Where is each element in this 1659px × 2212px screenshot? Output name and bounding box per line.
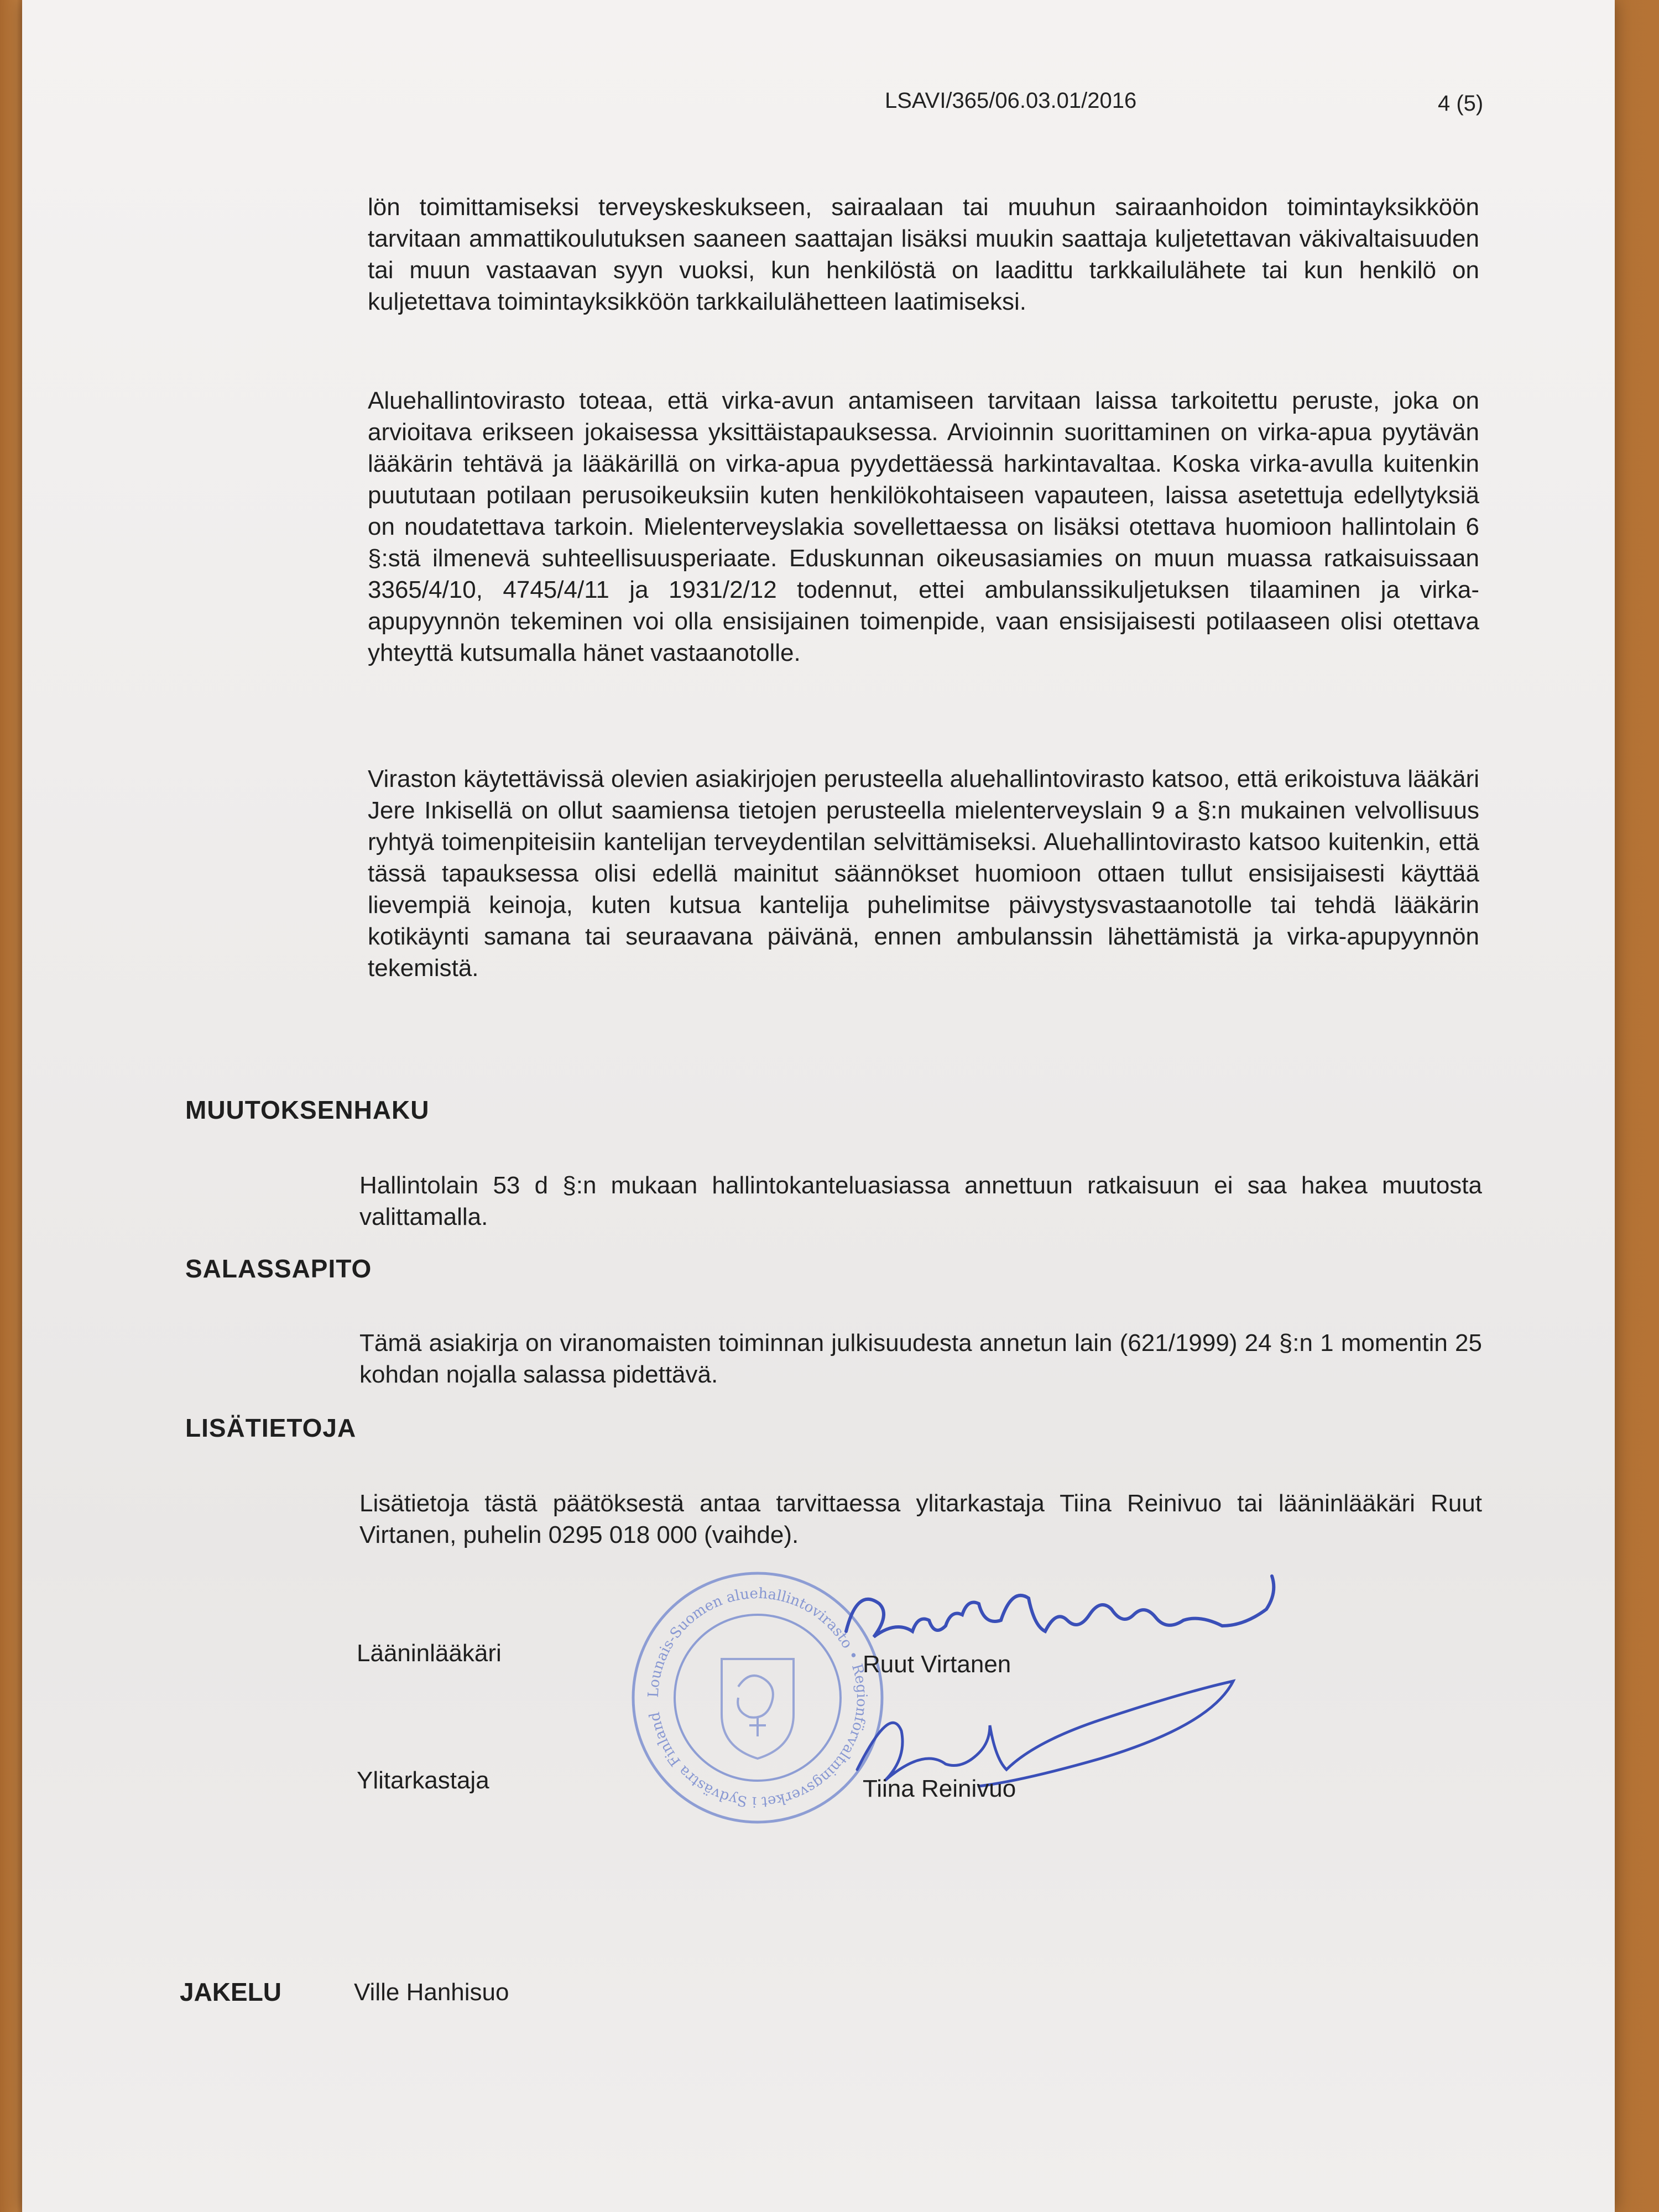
signer-name-1: Ruut Virtanen: [863, 1651, 1011, 1678]
stamp-text: Lounais-Suomen aluehallintovirasto • Regionförvaltningsverket i Sydvästra Finland: [645, 1585, 870, 1811]
document-reference: LSAVI/365/06.03.01/2016: [885, 88, 1137, 113]
signer-name-2: Tiina Reinivuo: [863, 1775, 1016, 1802]
document-page: [22, 0, 1615, 2212]
paragraph-1: lön toimittamiseksi terveyskeskukseen, sairaalaan tai muuhun sairaanhoidon toimintayksikköön tarvitaan ammattikoulutuksen saaneen saattajan lisäksi muukin saattaja kuljetettavan väkivaltaisuuden tai muun vastaavan syyn vuoksi, kun henkilöstä on laadittu tarkkailulähete tai kun henkilö on kuljetettava toimintayksikköön tarkkailulähetteen laatimiseksi.: [368, 194, 1479, 315]
signer-title-2: Ylitarkastaja: [357, 1767, 489, 1794]
section-text-salassapito: Tämä asiakirja on viranomaisten toiminnan julkisuudesta annetun lain (621/1999) 24 §:n 1 momentin 25 kohdan nojalla salassa pidettävä.: [359, 1329, 1482, 1388]
paragraph-3: Viraston käytettävissä olevien asiakirjojen perusteella aluehallintovirasto katsoo, että erikoistuva lääkäri Jere Inkisellä on ollut saamiensa tietojen perusteella mielenterveyslain 9 a §:n mukainen velvollisuus ryhtyä toimenpiteisiin kantelijan terveydentilan selvittämiseksi. Aluehallintovirasto katsoo kuitenkin, että tässä tapauksessa olisi edellä mainitut säännökset huomioon ottaen tullut ensisijaisesti käyttää lievempiä keinoja, kuten kutsua kantelija puhelimitse päivystysvastaanotolle tai tehdä lääkärin kotikäynti samana tai seuraavana päivänä, ennen ambulanssin lähettämistä ja virka-apupyynnön tekemistä.: [368, 765, 1479, 982]
section-title-lisatietoja: LISÄTIETOJA: [185, 1413, 357, 1442]
section-title-salassapito: SALASSAPITO: [185, 1254, 372, 1283]
distribution-recipient: Ville Hanhisuo: [354, 1979, 509, 2006]
stamp-inner-ring: [675, 1615, 841, 1781]
signer-title-1: Lääninlääkäri: [357, 1640, 502, 1667]
section-text-lisatietoja: Lisätietoja tästä päätöksestä antaa tarvittaessa ylitarkastaja Tiina Reinivuo tai lääninlääkäri Ruut Virtanen, puhelin 0295 018 000 (vaihde).: [359, 1490, 1482, 1548]
coat-of-arms-icon: [722, 1659, 794, 1759]
page-number: 4 (5): [1438, 91, 1484, 116]
paragraph-2: Aluehallintovirasto toteaa, että virka-avun antamiseen tarvitaan laissa tarkoitettu peruste, joka on arvioitava erikseen jokaisessa yksittäistapauksessa. Arvioinnin suorittaminen on virka-apua pyytävän lääkärin tehtävä ja lääkärillä on virka-apua pyydettäessä harkintavaltaa. Koska virka-avulla kuitenkin puututaan potilaan perusoikeuksiin kuten henkilökohtaiseen vapauteen, laissa asetettuja edellytyksiä on noudatettava tarkoin. Mielenterveyslakia sovellettaessa on lisäksi otettava huomioon hallintolain 6 §:stä ilmenevä suhteellisuusperiaate. Eduskunnan oikeusasiamies on muun muassa ratkaisuissaan 3365/4/10, 4745/4/11 ja 1931/2/12 todennut, ettei ambulanssikuljetuksen tilaaminen ja virka-apupyynnön tekeminen voi olla ensisijainen toimenpide, vaan ensisijaisesti potilaaseen olisi otettava yhteyttä kutsumalla hänet vastaanotolle.: [368, 387, 1479, 666]
section-title-muutoksenhaku: MUUTOKSENHAKU: [185, 1095, 430, 1124]
distribution-title: JAKELU: [180, 1978, 282, 2006]
section-text-muutoksenhaku: Hallintolain 53 d §:n mukaan hallintokanteluasiassa annettuun ratkaisuun ei saa hakea muutosta valittamalla.: [359, 1172, 1482, 1230]
